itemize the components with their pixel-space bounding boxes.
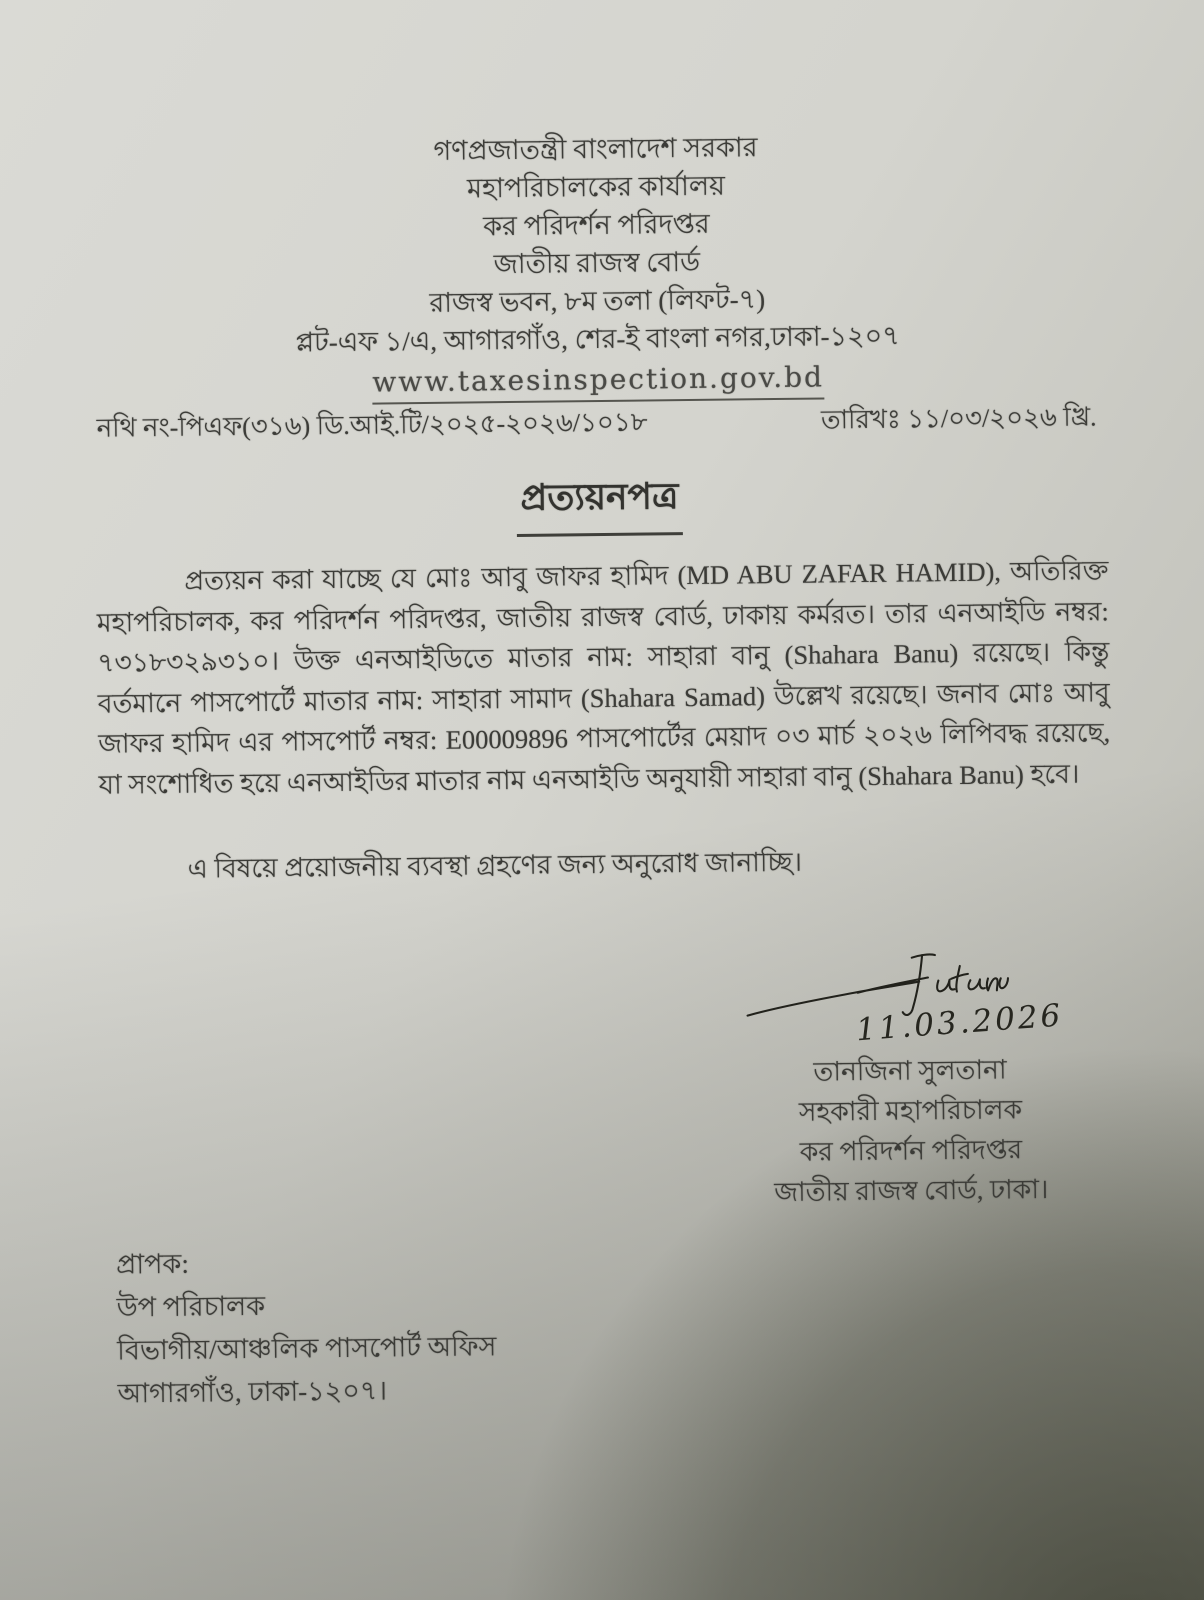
- signatory-designation: সহকারী মহাপরিচালক: [798, 1094, 1023, 1127]
- recipient-address: আগারগাঁও, ঢাকা-১২০৭।: [117, 1375, 388, 1409]
- letterhead-address: প্লট-এফ ১/এ, আগারগাঁও, শের-ই বাংলা নগর,ঢাকা-১২০৭: [295, 320, 900, 358]
- letterhead-directorate: কর পরিদর্শন পরিদপ্তর: [482, 208, 710, 242]
- recipient-block: [116, 1239, 497, 1415]
- signatory-office: কর পরিদর্শন পরিদপ্তর: [799, 1134, 1023, 1167]
- letterhead-board: জাতীয় রাজস্ব বোর্ড: [493, 246, 701, 280]
- signature-block: [703, 944, 1118, 1213]
- recipient-label: প্রাপক:: [115, 1248, 190, 1280]
- signatory-organization: জাতীয় রাজস্ব বোর্ড, ঢাকা।: [774, 1173, 1049, 1208]
- recipient-office: বিভাগীয়/আঞ্চলিক পাসপোর্ট অফিস: [116, 1331, 497, 1366]
- letter-date: তারিখঃ ১১/০৩/২০২৬ খ্রি.: [820, 402, 1097, 435]
- letterhead-office: মহাপরিচালকের কার্যালয়: [466, 170, 726, 204]
- title-row: [0, 463, 1202, 543]
- letterhead-building: রাজস্ব ভবন, ৮ম তলা (লিফট-৭): [429, 284, 766, 318]
- document-title: প্রত্যয়নপত্র: [516, 469, 683, 537]
- handwritten-date: 11.03.2026: [854, 997, 1065, 1049]
- website-text: www.taxesinspection.gov.bd: [372, 358, 824, 404]
- letterhead: [0, 123, 1200, 409]
- memo-number: নথি নং-পিএফ(৩১৬) ডি.আই.টি/২০২৫-২০২৬/১০১৮: [96, 407, 648, 443]
- certificate-body-paragraph: প্রত্যয়ন করা যাচ্ছে যে মোঃ আবু জাফর হামিদ (MD ABU ZAFAR HAMID), অতিরিক্ত মহাপরিচালক, কর পরিদর্শন পরিদপ্তর, জাতীয় রাজস্ব বোর্ড, ঢাকায় কর্মরত। তার এনআইডি নম্বর: ৭৩১৮৩২৯৩১০। উক্ত এনআইডিতে মাতার নাম: সাহারা বানু (Shahara Banu) রয়েছে। কিন্তু বর্তমানে পাসপোর্টে মাতার নাম: সাহারা সামাদ (Shahara Samad) উল্লেখ রয়েছে। জনাব মোঃ আবু জাফর হামিদ এর পাসপোর্ট নম্বর: E00009896 পাসপোর্টের মেয়াদ ০৩ মার্চ ২০২৬ লিপিবদ্ধ রয়েছে, যা সংশোধিত হয়ে এনআইডির মাতার নাম এনআইডি অনুযায়ী সাহারা বানু (Shahara Banu) হবে।: [96, 555, 1111, 800]
- recipient-designation: উপ পরিচালক: [116, 1290, 266, 1323]
- closing-request-paragraph: এ বিষয়ে প্রয়োজনীয় ব্যবস্থা গ্রহণের জন্য অনুরোধ জানাচ্ছি।: [187, 846, 803, 884]
- letterhead-government: গণপ্রজাতন্ত্রী বাংলাদেশ সরকার: [433, 132, 758, 166]
- signatory-name: তানজিনা সুলতানা: [813, 1054, 1007, 1087]
